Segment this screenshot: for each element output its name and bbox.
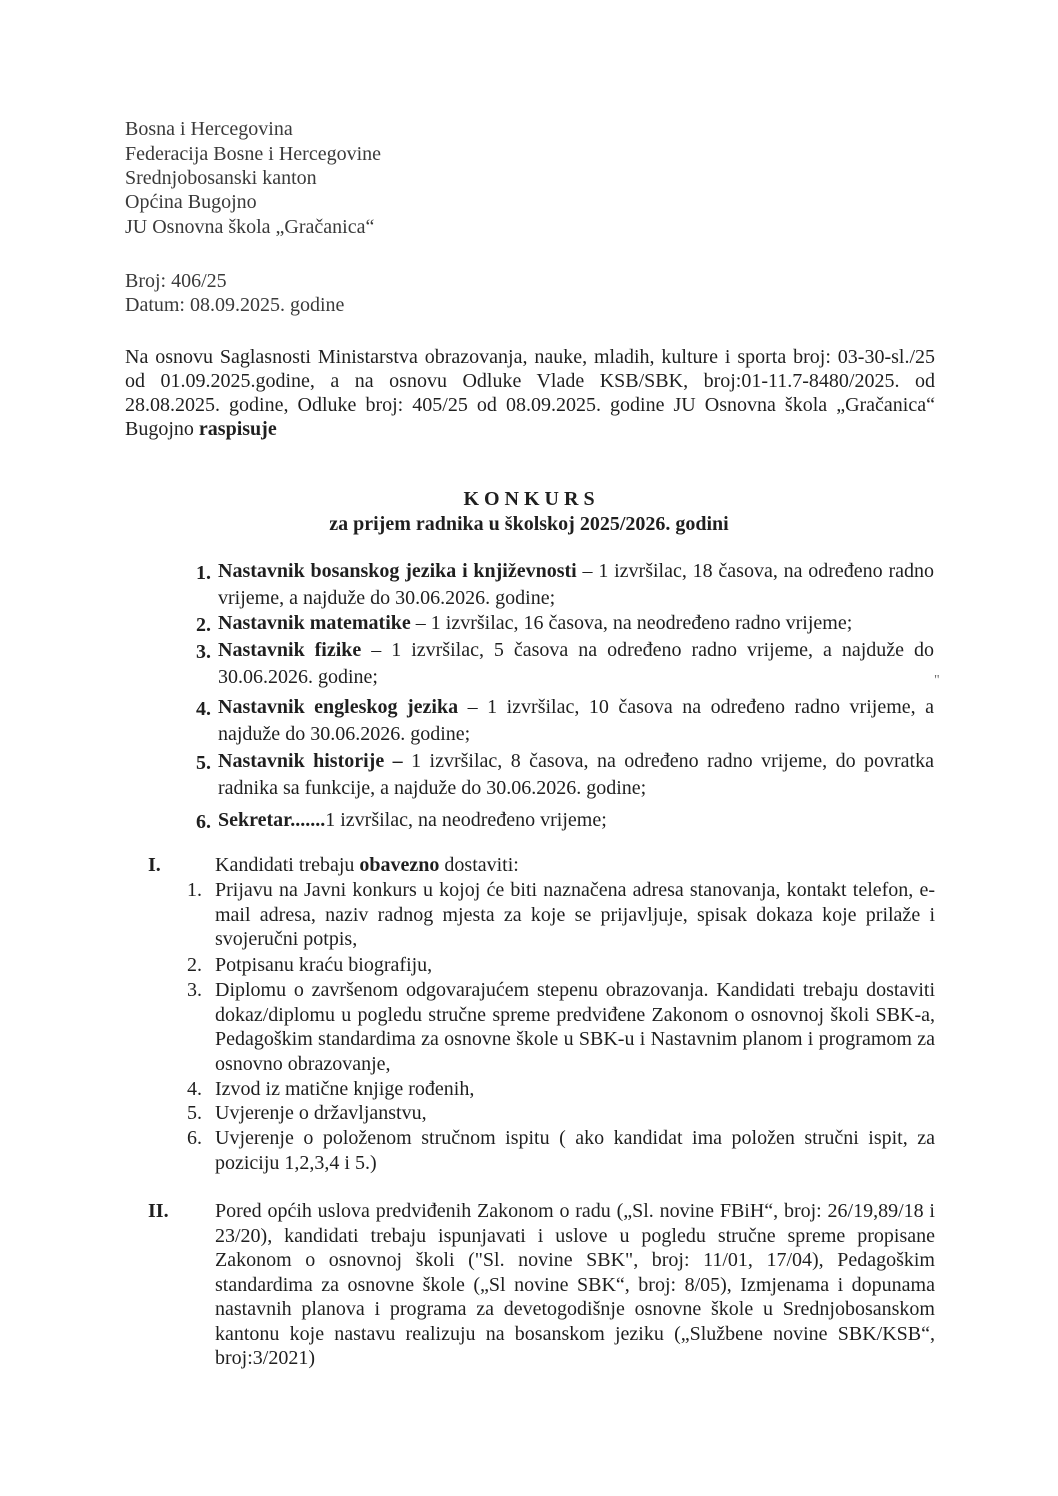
position-title: Nastavnik matematike bbox=[218, 612, 411, 634]
requirement-number: 2. bbox=[187, 954, 202, 976]
document-number: Broj: 406/25 bbox=[125, 270, 227, 292]
position-item bbox=[218, 610, 934, 637]
position-item bbox=[218, 694, 934, 748]
position-title: Nastavnik bosanskog jezika i književnosti bbox=[218, 560, 577, 582]
stray-mark: " bbox=[934, 673, 940, 688]
position-title: Sekretar....... bbox=[218, 809, 326, 831]
position-number: 5. bbox=[196, 752, 211, 774]
konkurs-title: K O N K U R S bbox=[463, 488, 595, 510]
position-number: 1. bbox=[196, 562, 211, 584]
requirement-item: Potpisanu kraću biografiju, bbox=[215, 954, 433, 976]
konkurs-subtitle: za prijem radnika u školskoj 2025/2026. godini bbox=[329, 513, 729, 535]
requirement-item: Izvod iz matične knjige rođenih, bbox=[215, 1078, 475, 1100]
section-i-lead-text: Kandidati trebaju bbox=[215, 854, 360, 876]
position-item bbox=[218, 637, 934, 691]
requirement-item: Uvjerenje o položenom stručnom ispitu ( ako kandidat ima položen stručni ispit, za poziciju 1,2,3,4 i 5.) bbox=[215, 1127, 935, 1174]
section-ii-numeral: II. bbox=[148, 1200, 169, 1222]
header-federation: Federacija Bosne i Hercegovine bbox=[125, 143, 382, 165]
position-title: Nastavnik fizike bbox=[218, 639, 362, 661]
position-details: – 1 izvršilac, 10 časova na određeno radno vrijeme, a najduže do 30.06.2026. godine; bbox=[218, 696, 935, 745]
header-municipality: Općina Bugojno bbox=[125, 191, 257, 213]
section-ii-paragraph: Pored općih uslova predviđenih Zakonom o radu („Sl. novine FBiH“, broj: 26/19,89/18 i 23/20), kandidati trebaju ispunjavati i uslove u pogledu stručne spreme propisane Zakonom o osnovnoj školi ("Sl. novine SBK", broj: 11/01, 17/04), Pedagoškim standardima za osnovne škole („Sl novine SBK“, broj: 8/05), Izmjenama i dopunama nastavnih planova i programa za devetogodišnje osnovne škole u Srednjobosanskom kantonu koje nastavu realizuju na bosanskom jeziku („Službene novine SBK/KSB“, broj:3/2021) bbox=[215, 1200, 935, 1369]
position-item bbox=[218, 807, 934, 834]
position-number: 2. bbox=[196, 614, 211, 636]
header-school: JU Osnovna škola „Gračanica“ bbox=[125, 216, 375, 238]
requirement-number: 3. bbox=[187, 979, 202, 1001]
section-i-lead-text-end: dostaviti: bbox=[439, 854, 519, 876]
position-item bbox=[218, 558, 934, 612]
section-i-lead-bold: obavezno bbox=[359, 854, 440, 876]
requirement-number: 1. bbox=[187, 879, 202, 901]
position-details: 1 izvršilac, na neodređeno vrijeme; bbox=[325, 809, 607, 831]
position-number: 3. bbox=[196, 641, 211, 663]
position-item bbox=[218, 748, 934, 802]
position-details: – 1 izvršilac, 18 časova, na određeno radno vrijeme, a najduže do 30.06.2026. godine; bbox=[218, 560, 934, 609]
position-number: 4. bbox=[196, 698, 211, 720]
header-canton: Srednjobosanski kanton bbox=[125, 167, 317, 189]
position-details: – 1 izvršilac, 5 časova na određeno radno vrijeme, a najduže do 30.06.2026. godine; bbox=[218, 639, 935, 688]
requirement-item: Prijavu na Javni konkurs u kojoj će biti naznačena adresa stanovanja, kontakt telefon, e-mail adresa, naziv radnog mjesta za koje se prijavljuje, spisak dokaza koje prilaže i svojeručni potpis, bbox=[215, 879, 935, 950]
position-number: 6. bbox=[196, 811, 211, 833]
position-title: Nastavnik historije – bbox=[218, 750, 403, 772]
intro-text: Na osnovu Saglasnosti Ministarstva obrazovanja, nauke, mladih, kulture i sporta broj: 03-30-sl./25 od 01.09.2025.godine, a na osnovu Odluke Vlade KSB/SBK, broj:01-11.7-8480/2025. od 28.08.2025. godine, Odluke broj: 405/25 od 08.09.2025. godine JU Osnovna škola „Gračanica“ Bugojno bbox=[125, 346, 935, 440]
position-details: 1 izvršilac, 8 časova, na određeno radno vrijeme, do povratka radnika sa funkcije, a najduže do 30.06.2026. godine; bbox=[218, 750, 934, 799]
document-date: Datum: 08.09.2025. godine bbox=[125, 294, 345, 316]
requirement-number: 4. bbox=[187, 1078, 202, 1100]
requirement-number: 5. bbox=[187, 1102, 202, 1124]
position-details: – 1 izvršilac, 16 časova, na neodređeno radno vrijeme; bbox=[410, 612, 853, 634]
requirement-item: Uvjerenje o državljanstvu, bbox=[215, 1102, 427, 1124]
intro-paragraph bbox=[125, 345, 935, 441]
header-country: Bosna i Hercegovina bbox=[125, 118, 293, 140]
position-title: Nastavnik engleskog jezika bbox=[218, 696, 459, 718]
section-i-lead bbox=[215, 853, 935, 878]
section-i-numeral: I. bbox=[148, 854, 161, 876]
intro-bold-raspisuje: raspisuje bbox=[198, 418, 277, 440]
requirement-item: Diplomu o završenom odgovarajućem stepenu obrazovanja. Kandidati trebaju dostaviti dokaz/diplomu u pogledu stručne spreme predviđene Zakonom o osnovnoj školi SBK-a, Pedagoškim standardima za osnovne škole u SBK-u i Nastavnim planom i programom za osnovno obrazovanje, bbox=[215, 979, 935, 1075]
requirement-number: 6. bbox=[187, 1127, 202, 1149]
